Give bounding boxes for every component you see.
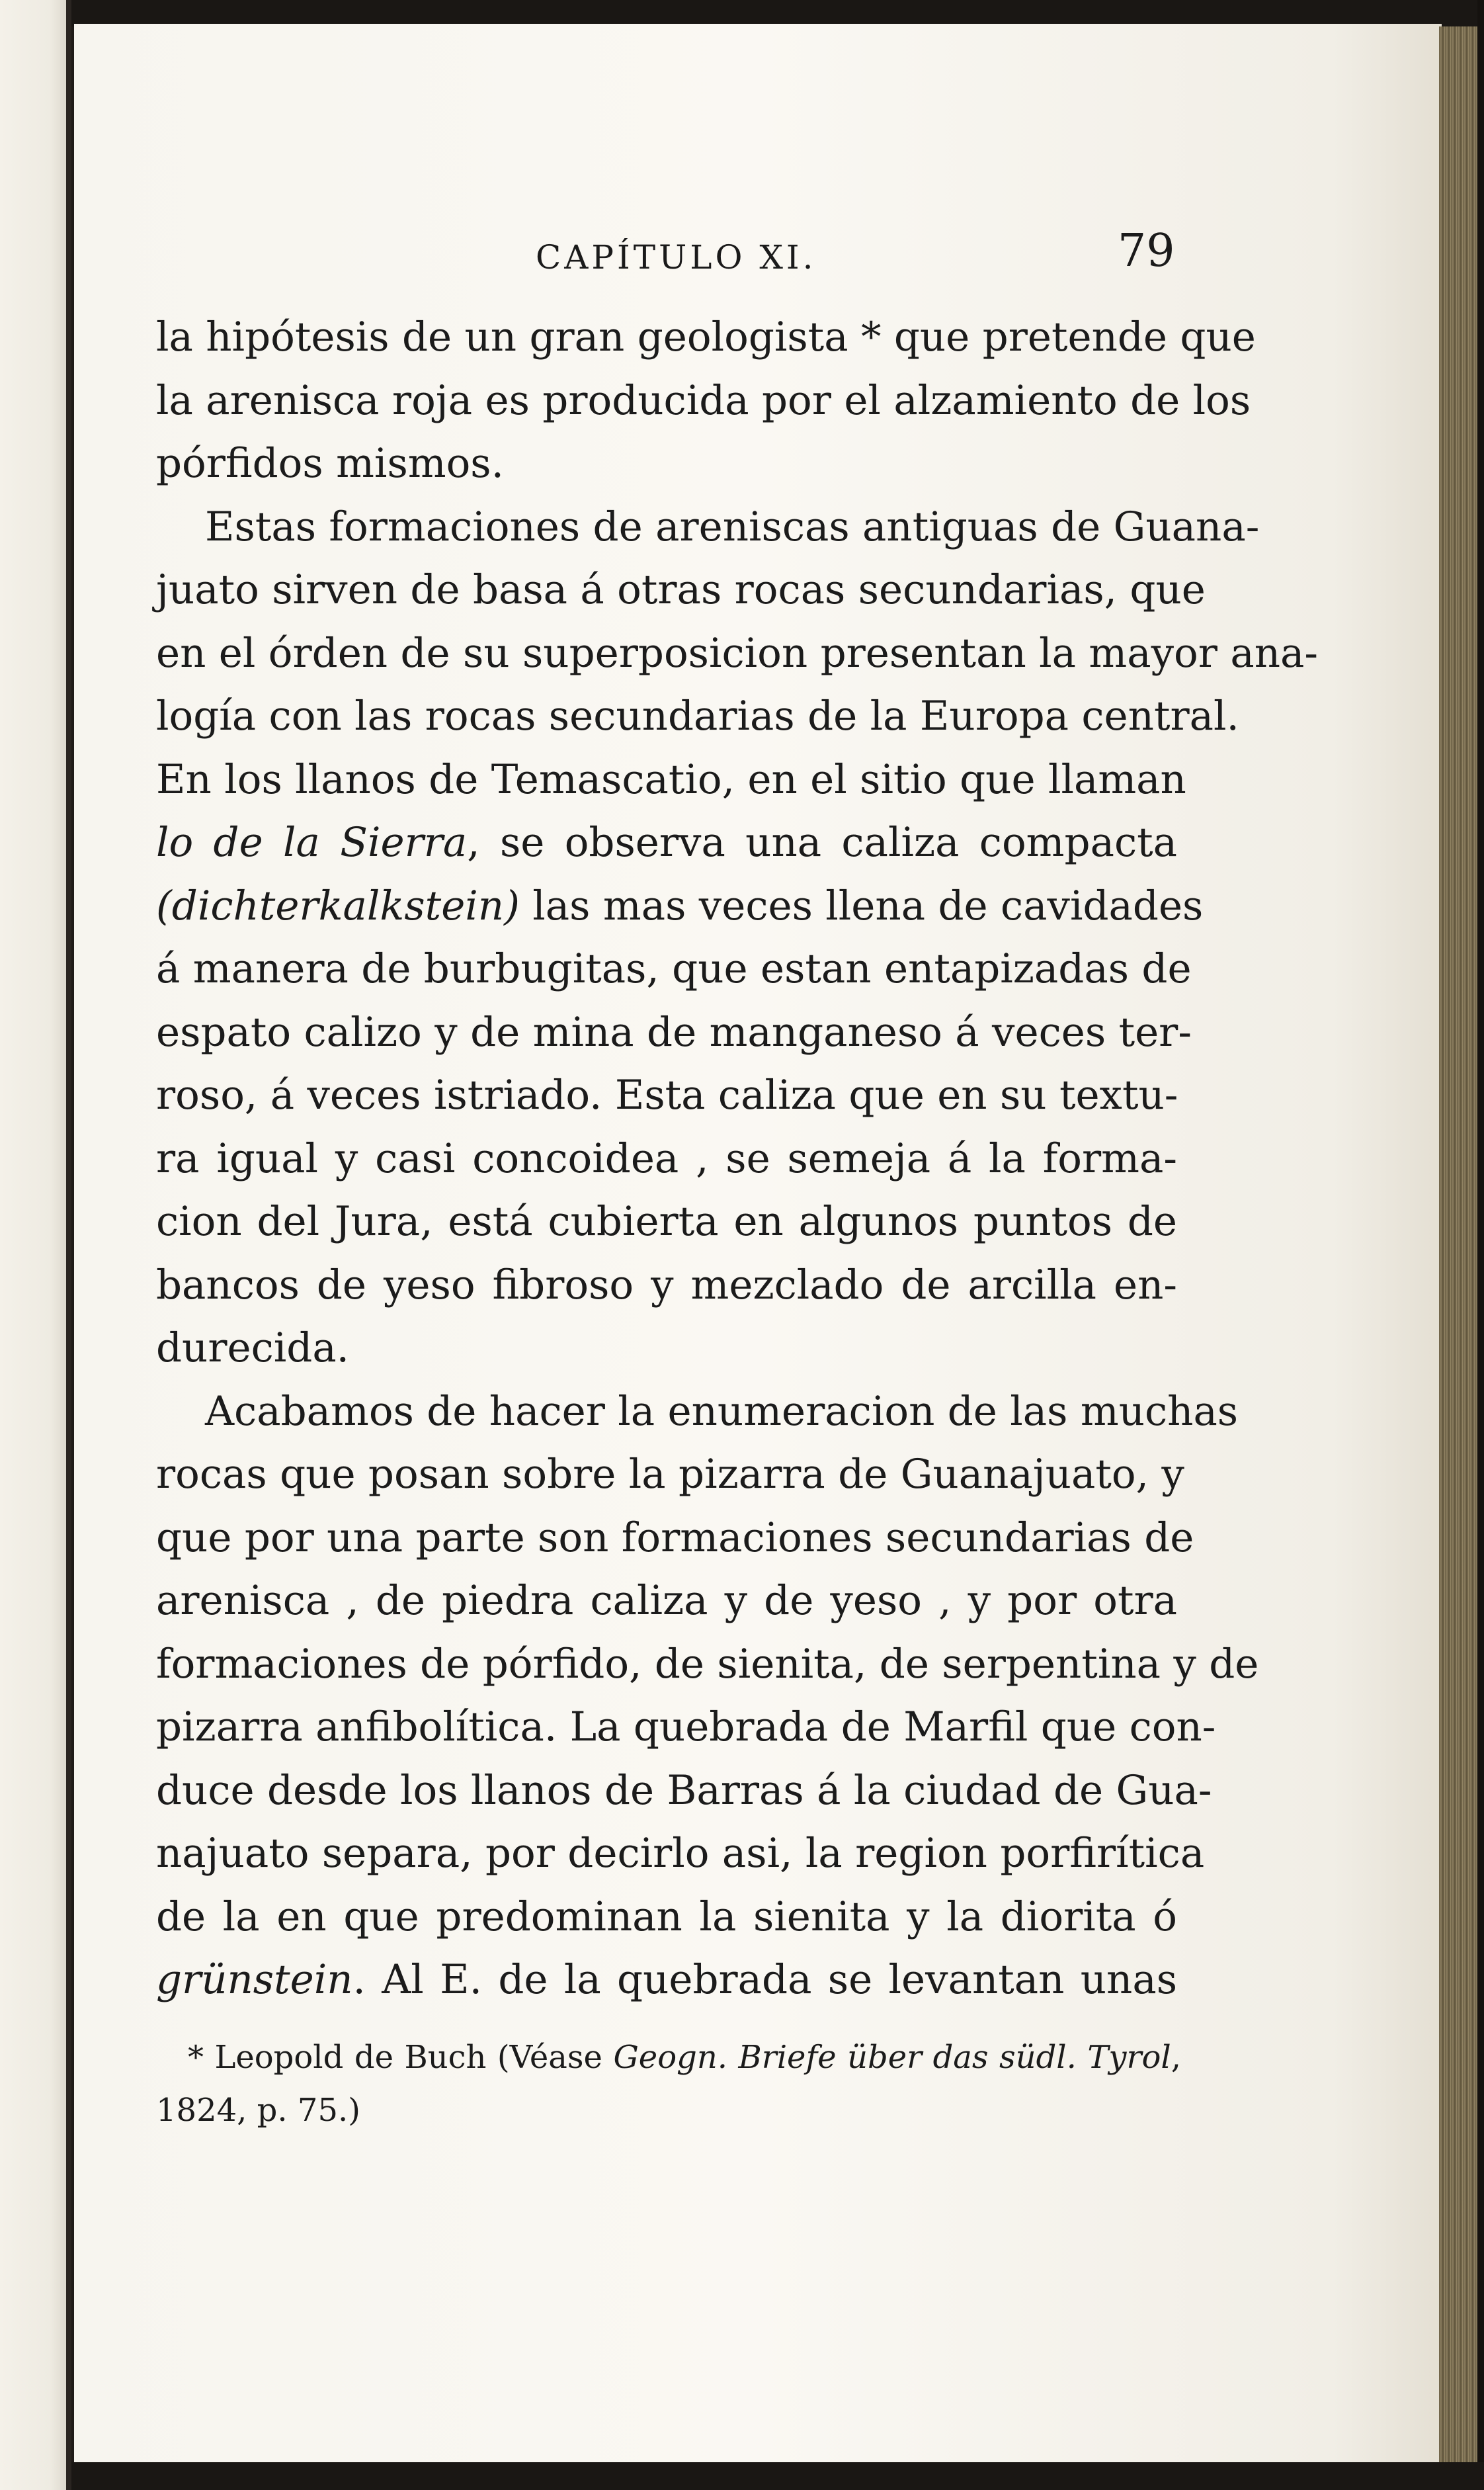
text-line: espato calizo y de mina de manganeso á veces ter- [156,1008,1192,1056]
text-line: pórfidos mismos. [156,440,505,487]
text-line: la arenisca roja es producida por el alzamiento de los [156,376,1251,424]
text-line: najuato separa, por decirlo asi, la region porfirítica [156,1830,1205,1877]
book-fore-edge [1439,26,1479,2474]
text-line: grünstein. Al E. de la quebrada se levantan unas [156,1956,1177,2003]
text-line: En los llanos de Temascatio, en el sitio que llaman [156,755,1186,803]
page-header [159,225,1184,298]
adjacent-page-edge [0,0,71,2490]
footnote-line: * Leopold de Buch (Véase Geogn. Briefe über das südl. Tyrol, [188,2039,1181,2076]
bottom-background [71,2462,1484,2490]
text-line: logía con las rocas secundarias de la Europa central. [156,693,1239,740]
text-line: rocas que posan sobre la pizarra de Guanajuato, y [156,1451,1184,1498]
text-line: juato sirven de basa á otras rocas secundarias, que [156,566,1206,613]
text-line: en el órden de su superposicion presentan la mayor ana- [156,629,1318,677]
text-line: roso, á veces istriado. Esta caliza que en su textu- [156,1072,1178,1119]
running-head: CAPÍTULO XI. [536,238,817,277]
body-text [156,306,1318,2012]
top-background [71,0,1484,26]
text-line: de la en que predominan la sienita y la diorita ó [156,1893,1177,1940]
footnote [156,2031,1181,2137]
gutter-shadow [66,0,71,2490]
text-line: formaciones de pórfido, de sienita, de serpentina y de [156,1640,1259,1688]
text-line: que por una parte son formaciones secundarias de [156,1514,1194,1561]
text-line: lo de la Sierra, se observa una caliza compacta [156,819,1177,866]
text-line: á manera de burbugitas, que estan entapizadas de [156,945,1192,992]
text-line: pizarra anfibolítica. La quebrada de Marfil que con- [156,1703,1216,1750]
footnote-line: 1824, p. 75.) [156,2092,360,2129]
text-line: Acabamos de hacer la enumeracion de las muchas [205,1387,1239,1435]
text-line: arenisca , de piedra caliza y de yeso , y por otra [156,1577,1177,1624]
text-line: duce desde los llanos de Barras á la ciudad de Gua- [156,1766,1212,1814]
text-line: durecida. [156,1324,350,1371]
text-line: (dichterkalkstein) las mas veces llena de cavidades [156,882,1204,929]
text-line: ra igual y casi concoidea , se semeja á la forma- [156,1135,1177,1182]
text-line: bancos de yeso fibroso y mezclado de arcilla en- [156,1261,1177,1309]
right-background [1477,0,1484,2490]
page-number: 79 [1118,225,1175,277]
text-line: cion del Jura, está cubierta en algunos puntos de [156,1198,1177,1245]
text-line: Estas formaciones de areniscas antiguas de Guana- [205,503,1260,550]
text-line: la hipótesis de un gran geologista * que pretende que [156,314,1256,361]
